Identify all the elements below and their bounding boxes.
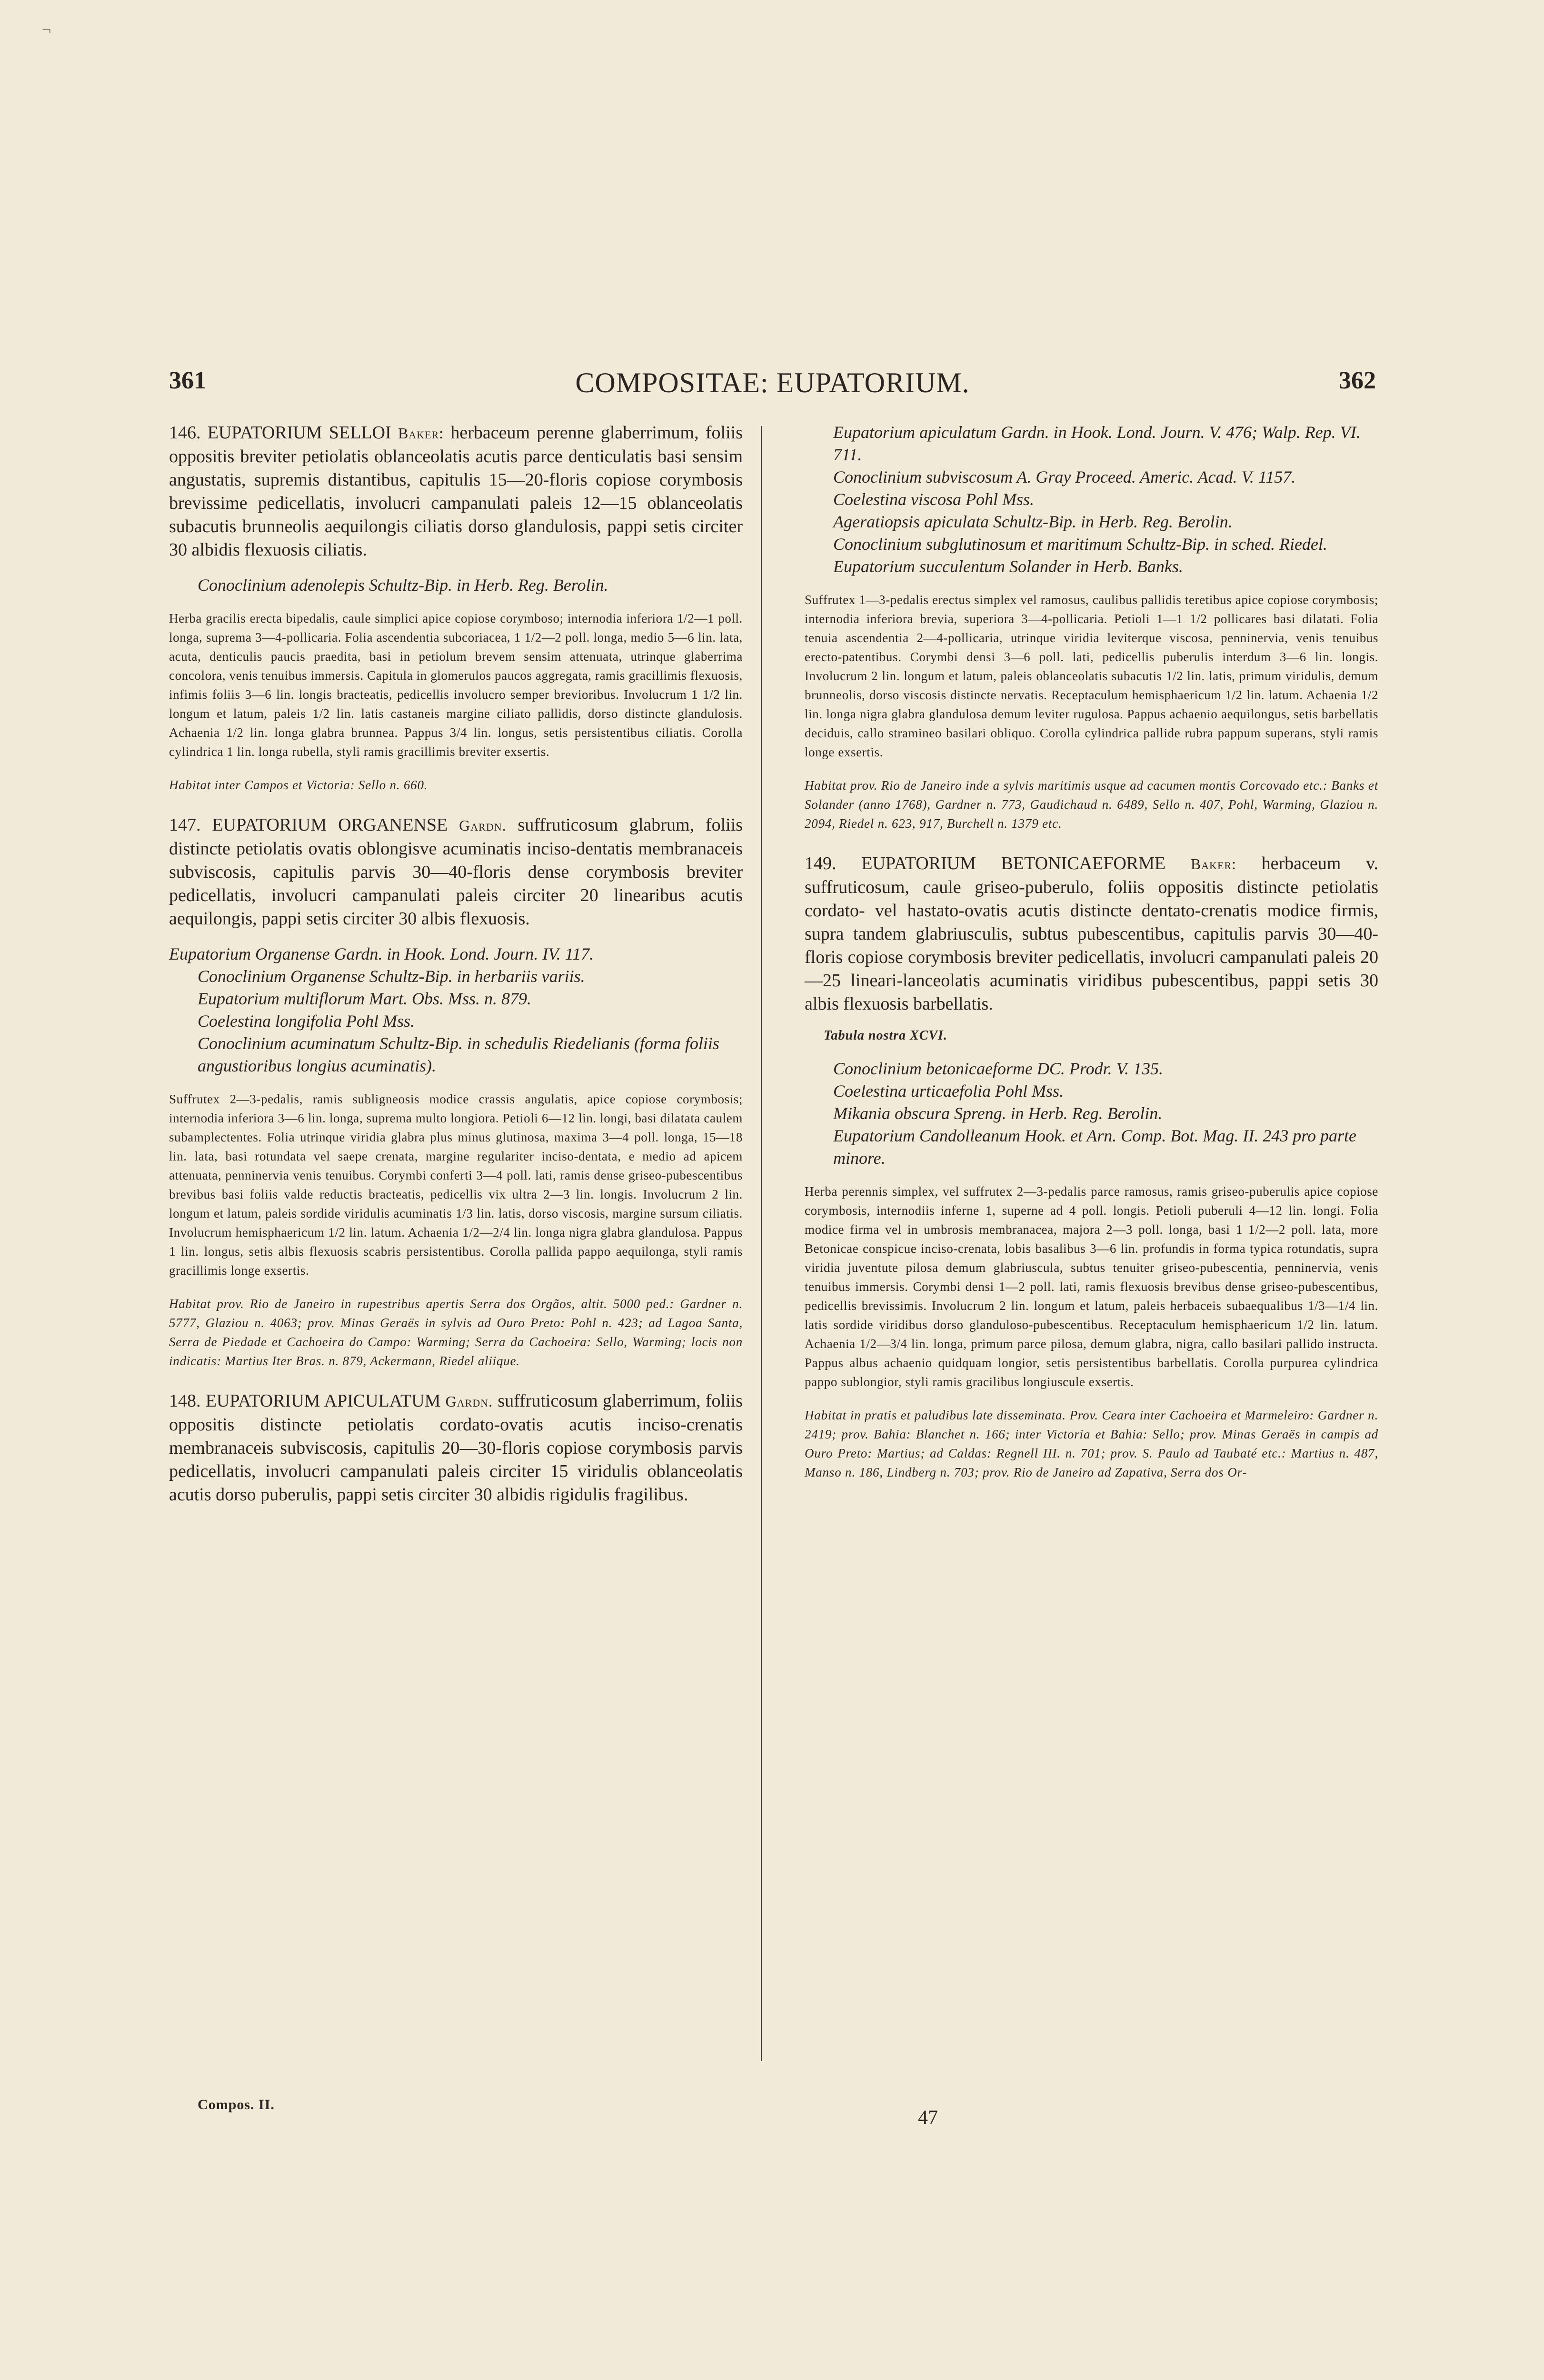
- species-name: EUPATORIUM BETONICAEFORME: [861, 853, 1166, 873]
- entry-147-habitat: Habitat prov. Rio de Janeiro in rupestribus apertis Serra dos Orgãos, altit. 5000 ped.: Gardner n. 5777, Glaziou n. 4063; prov. Minas Geraës in sylvis ad Ouro Preto: Pohl n. 423; ad Lagoa Santa, Serra de Piedade et Cachoeira do Campo: Warming; Serra da Cachoeira: Sello, Warming; locis non indicatis: Martius Iter Bras. n. 879, Ackermann, Riedel aliique.: [169, 1297, 743, 1368]
- column-divider: [761, 426, 762, 2061]
- entry-147-description: Suffrutex 2—3-pedalis, ramis subligneosis modice crassis angulatis, apice copiose corymbosis; internodia inferiora 3—6 lin. longa, suprema multo longiora. Petioli 6—12 lin. longi, basi dilatata caulem subamplectentes. Folia utrinque viridia glabra plus minus glutinosa, maxima 3—4 poll. longa, 15—18 lin. lata, basi rotundata vel saepe crenata, margine regulariter inciso-dentata, e medio ad apicem attenuata, penninervia venis tenuibus. Corymbi conferti 3—4 poll. lati, ramis dense griseo-pubescentibus brevibus basi foliis valde reductis bracteatis, pedicellis vix ultra 2—3 lin. longis. Involucrum 2 lin. longum et latum, paleis sordide viridulis acuminatis 1/3 lin. latis, dorso viscosis, margine sursum ciliatis. Involucrum hemisphaericum 1/2 lin. latum. Achaenia 1/2—2/4 lin. longa nigra glabra glandulosa. Pappus 1 lin. longus, setis albis flexuosis scabris persistentibus. Corolla pallida pappo aequilonga, styli ramis gracillimis longe exsertis.: [169, 1092, 743, 1278]
- entry-148-description: Suffrutex 1—3-pedalis erectus simplex vel ramosus, caulibus pallidis teretibus apice copiose corymbosis; internodia inferiora brevia, superiora 3—4-pollicaria. Petioli 1—1 1/2 pollicares basi dilatati. Folia tenuia ascendentia 2—4-pollicaria, utrinque viridia leviterque viscosa, penninervia, venis tenuibus erecto-patentibus. Corymbi densi 3—6 poll. lati, pedicellis puberulis interdum 3—6 lin. longis. Involucrum 2 lin. longum et latum, paleis oblanceolatis subacutis 1/2 lin. latis, primum viridulis, demum brunneolis, dorso viscosis distincte nervatis. Receptaculum hemisphaericum 1/2 lin. latum. Achaenia 1/2 lin. longa nigra glabra glandulosa demum leviter rugulosa. Pappus achaenio aequilongus, setis barbellatis deciduis, callo stramineo basilari obliquo. Corolla cylindrica pallide rubra pappum superans, styli ramis longe exsertis.: [805, 593, 1378, 759]
- synonym: Conoclinium subglutinosum et maritimum Schultz-Bip. in sched. Riedel.: [833, 535, 1327, 554]
- species-name: EUPATORIUM APICULATUM: [205, 1391, 441, 1411]
- entry-149-synonyms: [805, 1058, 1378, 1170]
- corner-mark: ¬: [42, 21, 51, 39]
- author: Baker:: [1190, 855, 1236, 873]
- synonym: Ageratiopsis apiculata Schultz-Bip. in Herb. Reg. Berolin.: [833, 512, 1233, 531]
- synonym: Eupatorium succulentum Solander in Herb. Banks.: [833, 557, 1183, 576]
- synonym: Conoclinium acuminatum Schultz-Bip. in schedulis Riedelianis (forma foliis angustioribus longius acuminatis).: [198, 1034, 719, 1075]
- entry-149-habitat: Habitat in pratis et paludibus late disseminata. Prov. Ceara inter Cachoeira et Marmeleiro: Gardner n. 2419; prov. Bahia: Blanchet n. 166; inter Victoria et Bahia: Sello; prov. Minas Geraës in campis ad Ouro Preto: Martius; ad Caldas: Regnell III. n. 701; prov. S. Paulo ad Taubaté etc.: Martius n. 487, Manso n. 186, Lindberg n. 703; prov. Rio de Janeiro ad Zapativa, Serra dos Or-: [805, 1408, 1378, 1479]
- species-name: EUPATORIUM SELLOI: [207, 423, 391, 443]
- synonym: Eupatorium Candolleanum Hook. et Arn. Comp. Bot. Mag. II. 243 pro parte minore.: [833, 1126, 1356, 1168]
- right-page-number: 362: [1339, 367, 1376, 394]
- entry-number: 147.: [169, 815, 201, 835]
- signature-mark: Compos. II.: [198, 2097, 275, 2112]
- entry-146-synonyms: [169, 574, 743, 596]
- species-name: EUPATORIUM ORGANENSE: [212, 815, 448, 835]
- running-title: COMPOSITAE: EUPATORIUM.: [575, 367, 970, 398]
- author: Baker:: [398, 425, 444, 442]
- synonym: Conoclinium betonicaeforme DC. Prodr. V. 135.: [833, 1059, 1163, 1078]
- entry-number: 149.: [805, 853, 837, 873]
- author: Gardn.: [445, 1393, 493, 1410]
- entry-number: 148.: [169, 1391, 201, 1411]
- synonym: Conoclinium subviscosum A. Gray Proceed. Americ. Acad. V. 1157.: [833, 467, 1296, 486]
- entry-149-diagnosis: [805, 852, 1378, 1016]
- diagnosis-text: herbaceum perenne glaberrimum, foliis oppositis breviter petiolatis oblanceolatis acutis parce denticulatis basi sensim angustatis, supremis distantibus, capitulis 15—20-floris copiose corymbosis brevissime pedicellatis, involucri campanulati paleis 12—15 oblanceolatis subacutis brunneolis aequilongis ciliatis dorso glandulosis, pappi setis circiter 30 albidis flexuosis ciliatis.: [169, 423, 743, 560]
- synonym: Mikania obscura Spreng. in Herb. Reg. Berolin.: [833, 1104, 1163, 1123]
- entry-148-synonyms: [805, 421, 1378, 578]
- synonym: Eupatorium apiculatum Gardn. in Hook. Lond. Journ. V. 476; Walp. Rep. VI. 711.: [833, 423, 1361, 464]
- synonym: Eupatorium Organense Gardn. in Hook. Lond. Journ. IV. 117.: [169, 944, 594, 963]
- entry-146-description: Herba gracilis erecta bipedalis, caule simplici apice copiose corymboso; internodia inferiora 1/2—1 poll. longa, suprema 3—4-pollicaria. Folia ascendentia subcoriacea, 1 1/2—2 poll. longa, medio 5—6 lin. lata, acuta, denticulis paucis praedita, basi in petiolum brevem sensim attenuata, utrinque glaberrima concolora, venis tenuibus immersis. Capitula in glomerulos paucos aggregata, ramis gracillimis flexuosis, infimis foliis 3—6 lin. longis bracteatis, pedicellis involucro semper brevioribus. Involucrum 1 1/2 lin. longum et latum, paleis 1/2 lin. latis castaneis margine ciliato pallidis, dorso distincte glandulosis. Achaenia 1/2 lin. longa glabra brunnea. Pappus 3/4 lin. longus, setis persistentibus ciliatis. Corolla cylindrica 1 lin. longa rubella, styli ramis gracillimis breviter exsertis.: [169, 611, 743, 759]
- entry-146-diagnosis: [169, 421, 743, 562]
- synonym: Conoclinium adenolepis Schultz-Bip. in Herb. Reg. Berolin.: [198, 575, 608, 595]
- entry-148-diagnosis: [169, 1389, 743, 1507]
- entry-148-habitat: Habitat prov. Rio de Janeiro inde a sylvis maritimis usque ad cacumen montis Corcovado etc.: Banks et Solander (anno 1768), Gardner n. 773, Gaudichaud n. 6489, Sello n. 407, Pohl, Warming, Glaziou n. 2094, Riedel n. 623, 917, Burchell n. 1379 etc.: [805, 778, 1378, 831]
- plate-reference: Tabula nostra XCVI.: [824, 1028, 947, 1043]
- synonym: Coelestina longifolia Pohl Mss.: [198, 1012, 415, 1031]
- left-page-number: 361: [169, 367, 206, 394]
- synonym: Conoclinium Organense Schultz-Bip. in herbariis variis.: [198, 967, 585, 986]
- diagnosis-text: suffruticosum glabrum, foliis distincte petiolatis ovatis oblongisve acuminatis inciso-dentatis membranaceis subviscosis, capitulis parvis 30—40-floris dense corymbosis breviter pedicellatis, involucri campanulati paleis circiter 20 linearibus acutis aequilongis, pappi setis circiter 30 albis flexuosis.: [169, 815, 743, 929]
- entry-number: 146.: [169, 423, 201, 443]
- diagnosis-text: suffruticosum glaberrimum, foliis oppositis distincte petiolatis cordato-ovatis acutis inciso-crenatis membranaceis subviscosis, capitulis 20—30-floris copiose corymbosis parvis pedicellatis, involucri campanulati paleis circiter 15 viridulis oblanceolatis acutis dorso puberulis, pappi setis circiter 30 albidis rigidulis fragilibus.: [169, 1391, 743, 1505]
- entry-149-description: Herba perennis simplex, vel suffrutex 2—3-pedalis parce ramosus, ramis griseo-puberulis apice copiose corymbosis, internodiis inferne 1, superne ad 4 poll. longis. Petioli puberuli 4—12 lin. longi. Folia modice firma vel in umbrosis membranacea, majora 2—3 poll. longa, basi 1 1/2—2 poll. lata, more Betonicae conspicue inciso-crenata, lobis basalibus 3—6 lin. profundis in forma typica rotundatis, supra viridia juventute pilosa demum glabriuscula, subtus tenuiter griseo-pubescentia, penninervia, venis tenuibus immersis. Corymbi densi 1—2 poll. lati, ramis flexuosis brevibus dense griseo-pubescentibus, pedicellis brevissimis. Involucrum 2 lin. longum et latum, paleis herbaceis subaequalibus 1/3—1/4 lin. latis sordide viridibus dorso glanduloso-pubescentibus. Receptaculum hemisphaericum 1/2 lin. latum. Achaenia 1/2—3/4 lin. longa, primum parce pilosa, demum glabra, nigra, callo basilari pallido instructa. Pappus albus achaenio quidquam longior, setis persistentibus barbellatis. Corolla purpurea cylindrica pappo sublongior, styli ramis gracilibus longiuscule exsertis.: [805, 1184, 1378, 1389]
- author: Gardn.: [459, 817, 507, 834]
- right-column: [805, 421, 1378, 1501]
- sheet-number: 47: [918, 2107, 938, 2129]
- entry-147-synonyms: [169, 943, 743, 1077]
- synonym: Coelestina urticaefolia Pohl Mss.: [833, 1081, 1064, 1101]
- synonym: Eupatorium multiflorum Mart. Obs. Mss. n. 879.: [198, 989, 532, 1008]
- diagnosis-text: herbaceum v. suffruticosum, caule griseo-puberulo, foliis oppositis distincte petiolatis cordato- vel hastato-ovatis acutis distincte dentato-crenatis modice firmis, supra tandem glabriusculis, subtus pubescentibus, capitulis parvis 30—40-floris copiose corymbosis breviter pedicellatis, involucri campanulati paleis 20—25 lineari-lanceolatis acuminatis viridibus pubescentibus, pappi setis 30 albis flexuosis barbellatis.: [805, 853, 1379, 1014]
- running-header: [169, 367, 1376, 405]
- synonym: Coelestina viscosa Pohl Mss.: [833, 490, 1034, 509]
- entry-146-habitat: Habitat inter Campos et Victoria: Sello n. 660.: [169, 778, 428, 792]
- left-column: [169, 421, 743, 1519]
- entry-147-diagnosis: [169, 813, 743, 931]
